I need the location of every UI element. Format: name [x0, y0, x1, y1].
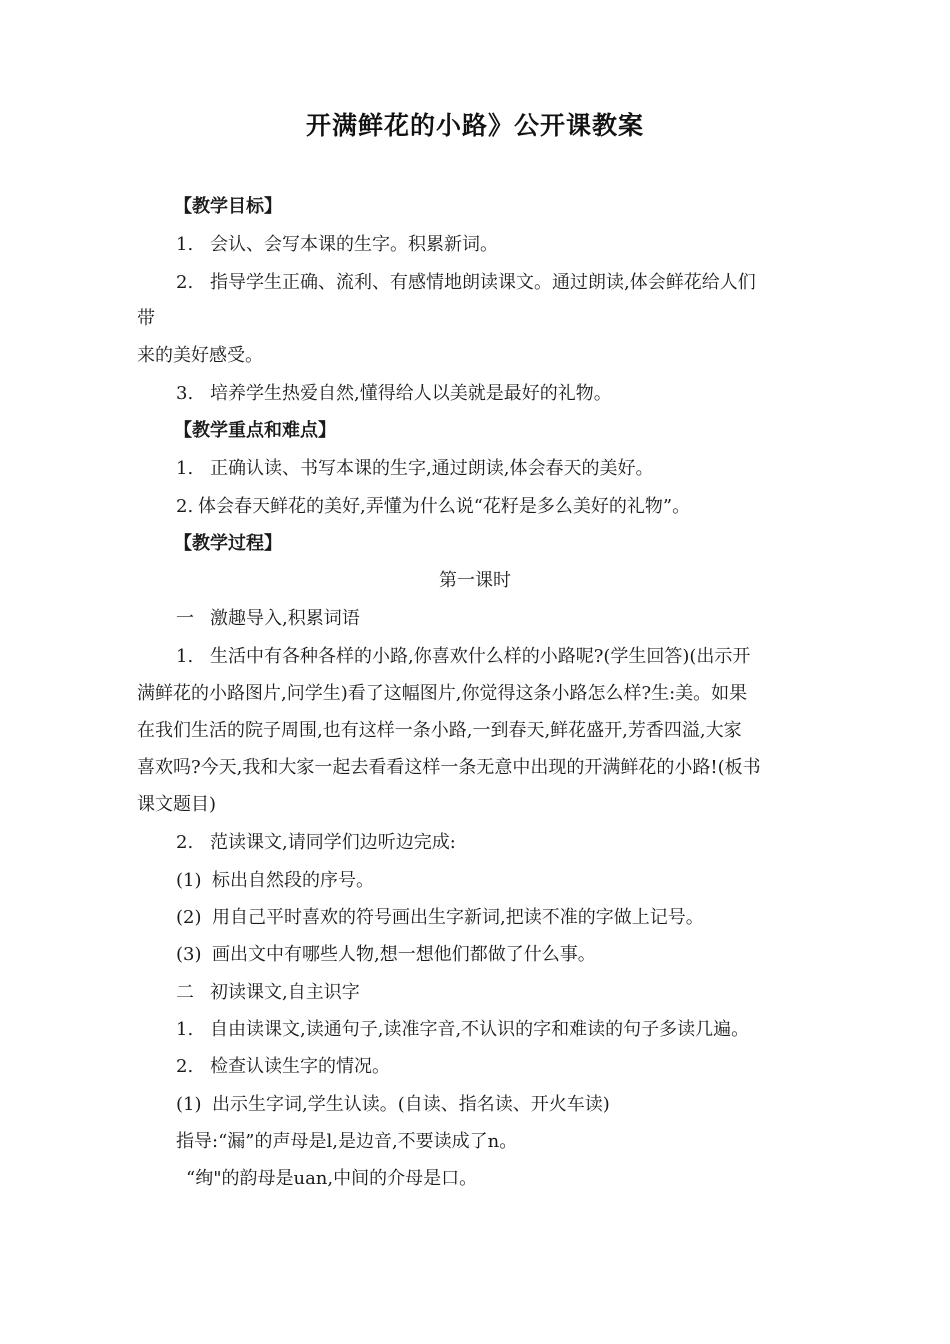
lesson-title: 第一课时: [439, 570, 511, 591]
part-1-step-1-line: 课文题目): [137, 794, 217, 815]
key-point-item-2: [176, 494, 690, 520]
step-number: 2.: [176, 1056, 194, 1077]
part-1-step-1-line: 满鲜花的小路图片,问学生)看了这幅图片,你觉得这条小路怎么样?生:美。如果: [137, 683, 748, 704]
guidance-line-2: “绚"的韵母是uan,中间的介母是口。: [186, 1168, 478, 1189]
sub-item-number: (3): [176, 944, 202, 965]
sub-item-text: 出示生字词,学生认读。(自读、指名读、开火车读): [212, 1094, 610, 1115]
step-number: 1.: [176, 1019, 194, 1040]
sub-item-text: 标出自然段的序号。: [212, 870, 374, 891]
part-number: 一: [176, 608, 194, 629]
part-1-step-1-line: 在我们生活的院子周围,也有这样一条小路,一到春天,鲜花盛开,芳香四溢,大家: [137, 720, 742, 741]
goal-item-2-continued: 带: [137, 308, 155, 329]
key-point-number: 1.: [176, 458, 194, 479]
part-1-heading: [176, 606, 360, 632]
goal-text: 指导学生正确、流利、有感情地朗读课文。通过朗读,体会鲜花给人们: [210, 272, 756, 293]
part-2-step-1: [176, 1017, 749, 1043]
key-point-text: 正确认读、书写本课的生字,通过朗读,体会春天的美好。: [210, 458, 654, 479]
step-text: 检查认读生字的情况。: [210, 1056, 390, 1077]
key-point-number: 2.: [176, 496, 194, 517]
part-1-sub-item-3: [176, 942, 596, 968]
part-1-step-1-line: 喜欢吗?今天,我和大家一起去看看这样一条无意中出现的开满鲜花的小路!(板书: [137, 757, 761, 778]
step-text: 生活中有各种各样的小路,你喜欢什么样的小路呢?(学生回答)(出示开: [210, 646, 751, 667]
goals-heading: 【教学目标】: [174, 196, 282, 217]
guidance-line-1: 指导:“漏”的声母是l,是边音,不要读成了n。: [176, 1131, 518, 1152]
goal-item-2-continued: 来的美好感受。: [137, 345, 263, 366]
step-number: 2.: [176, 832, 194, 853]
part-title: 初读课文,自主识字: [210, 982, 360, 1003]
step-number: 1.: [176, 646, 194, 667]
step-text: 自由读课文,读通句子,读准字音,不认识的字和难读的句子多读几遍。: [210, 1019, 750, 1040]
part-1-step-2: [176, 830, 456, 856]
part-2-heading: [176, 980, 360, 1006]
part-number: 二: [176, 982, 194, 1003]
process-heading: 【教学过程】: [174, 533, 282, 554]
part-1-step-1: [176, 644, 750, 670]
sub-item-number: (1): [176, 870, 202, 891]
goal-number: 1.: [176, 234, 194, 255]
goal-text: 会认、会写本课的生字。积累新词。: [210, 234, 498, 255]
goal-item-3: [176, 381, 612, 407]
document-title: 开满鲜花的小路》公开课教案: [305, 111, 644, 140]
sub-item-number: (2): [176, 907, 202, 928]
part-2-step-2: [176, 1054, 390, 1080]
goal-number: 2.: [176, 272, 194, 293]
key-point-text: 体会春天鲜花的美好,弄懂为什么说“花籽是多么美好的礼物”。: [198, 496, 691, 517]
sub-item-text: 画出文中有哪些人物,想一想他们都做了什么事。: [212, 944, 596, 965]
key-point-item-1: [176, 456, 653, 482]
key-points-heading: 【教学重点和难点】: [174, 420, 336, 441]
part-1-sub-item-1: [176, 868, 374, 894]
part-1-sub-item-2: [176, 905, 704, 931]
goal-text: 培养学生热爱自然,懂得给人以美就是最好的礼物。: [210, 383, 612, 404]
part-2-sub-item-1: [176, 1092, 610, 1118]
goal-item-1: [176, 232, 498, 258]
step-text: 范读课文,请同学们边听边完成:: [210, 832, 456, 853]
sub-item-text: 用自己平时喜欢的符号画出生字新词,把读不准的字做上记号。: [212, 907, 704, 928]
part-title: 激趣导入,积累词语: [210, 608, 360, 629]
sub-item-number: (1): [176, 1094, 202, 1115]
goal-number: 3.: [176, 383, 194, 404]
goal-item-2: [176, 270, 756, 296]
